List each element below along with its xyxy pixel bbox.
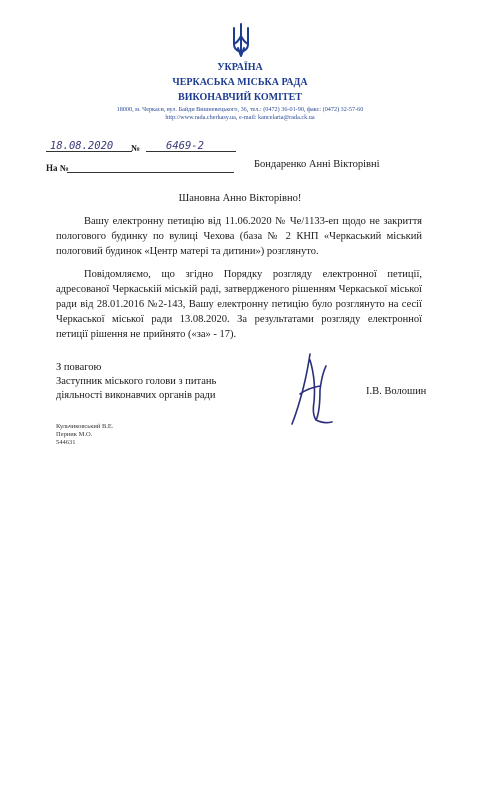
handwritten-signature <box>286 350 336 430</box>
executor-line: Перник М.О. <box>56 431 93 438</box>
registration-number-sign: № <box>131 143 141 153</box>
number-underline <box>146 151 236 152</box>
trident-icon <box>230 22 252 58</box>
contact-address: 18000, м. Черкаси, вул. Байди Вишневецького, 36, тел.: (0472) 36-01-90, факс: (0472) 32-57-60 <box>116 106 364 113</box>
signature-position: Заступник міського голови з питань <box>56 376 217 387</box>
body-paragraph: Повідомляємо, що згідно Порядку розгляду електронної петиції, адресованої Черкаській міській раді, затвердженого рішенням Черкаської міської ради від 28.01.2016 №2-143, Вашу електронну петицію було розглянуто на сесії Черкаської міської ради 13.08.2020. За результатами розгляду електронної петиції рішення не прийнято («за» - 17). <box>56 269 422 340</box>
reply-number-label: На № <box>46 163 69 173</box>
header-country: УКРАЇНА <box>217 62 263 73</box>
executor-line: 544631 <box>56 439 76 446</box>
signature-position: діяльності виконавчих органів ради <box>56 390 216 401</box>
contact-web: http://www.rada.cherkasy.ua, e-mail: kancelaria@rada.ck.ua <box>165 114 315 121</box>
signature-regards: З повагою <box>56 362 102 373</box>
reply-number-underline <box>67 172 234 173</box>
registration-number: 6469-2 <box>166 140 204 152</box>
signatory-name: І.В. Волошин <box>366 386 427 397</box>
salutation: Шановна Анно Вікторівно! <box>178 193 302 204</box>
addressee: Бондаренко Анні Вікторівні <box>254 159 380 170</box>
registration-date: 18.08.2020 <box>50 140 114 152</box>
body-paragraph: Вашу електронну петицію від 11.06.2020 № Че/1133-еп щодо не закриття пологового будинку по вулиці Чехова (база № 2 КНП «Черкаський міський пологовий будинок «Центр матері та дитини») розглянуто. <box>56 216 422 257</box>
executor-line: Кульчиковський В.Е. <box>56 423 114 430</box>
date-underline <box>46 151 132 152</box>
header-committee: ВИКОНАВЧИЙ КОМІТЕТ <box>178 92 302 103</box>
header-council: ЧЕРКАСЬКА МІСЬКА РАДА <box>172 77 308 88</box>
